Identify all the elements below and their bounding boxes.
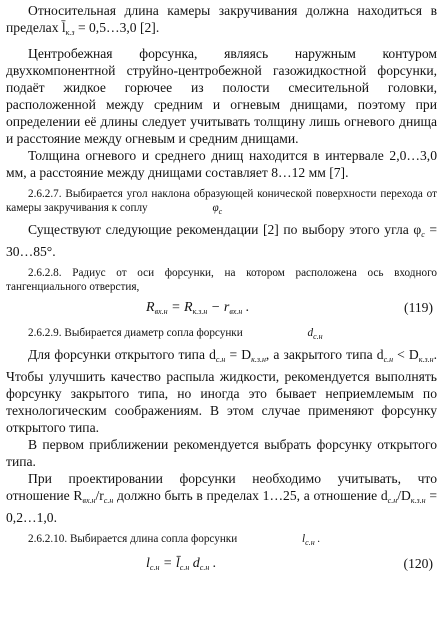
eq-part: − r: [207, 300, 230, 315]
symbol: [286, 326, 323, 344]
eq-part: .: [242, 300, 250, 315]
paragraph-design-ratio: [6, 470, 437, 526]
subscript: к.з.н: [192, 307, 208, 316]
subscript: к.з: [65, 28, 75, 37]
text: = 0,5…3,0 [2].: [74, 20, 160, 35]
paragraph-first-approximation: В первом приближении рекомендуется выбрать форсунку открытого типа.: [6, 437, 437, 469]
paragraph-angle-recommendation: [6, 221, 437, 260]
equation-120: [6, 554, 437, 576]
text: = D: [225, 347, 252, 362]
subscript: с.н: [179, 563, 190, 572]
heading-text: 2.6.2.10. Выбирается длина сопла форсунки: [28, 533, 238, 545]
eq-part: d: [189, 556, 200, 571]
text: < D: [393, 347, 419, 362]
section-2-6-2-9: [6, 326, 437, 344]
eq-part: = l̄: [159, 556, 180, 571]
equation-number: (119): [404, 300, 433, 315]
text: /r: [95, 488, 104, 503]
heading-text: 2.6.2.7. Выбирается угол наклона образующей конической поверхности перехода от камеры закручивания к соплу: [6, 188, 437, 214]
text: Относительная длина камеры закручивания должна находиться в пределах l̄: [6, 3, 437, 35]
subscript: с.н: [383, 355, 394, 364]
subscript: с.н: [305, 538, 315, 547]
subscript: к.з.н: [418, 355, 434, 364]
symbol-main: φ: [212, 202, 219, 214]
text: При проектировании форсунки необходимо учитывать, что отношение R: [6, 471, 437, 503]
text: , а закрытого типа d: [265, 347, 384, 362]
paragraph-plate-thickness: Толщина огневого и среднего днищ находится в интервале 2,0…3,0 мм, а расстояние между днищами составляет 8…12 мм [7].: [6, 148, 437, 180]
equation-expression: [146, 556, 216, 572]
heading-text: 2.6.2.9. Выбирается диаметр сопла форсунки: [28, 327, 243, 339]
subscript: вх.н: [82, 496, 96, 505]
paragraph-centrifugal-injector: Центробежная форсунка, являясь наружным контуром двухкомпонентной струйно-центробежной газожидкостной форсунки, подаёт жидкое горючее из полости смесительной головки, расположенной между средним и огневым днищами, поэтому при определении её длины следует учитывать толщину лишь огневого днища и расстояние между огневым и средним днищами.: [6, 46, 437, 146]
paragraph-chamber-length: [6, 2, 437, 41]
subscript: с.н: [313, 332, 323, 341]
text: /D: [397, 488, 411, 503]
subscript: с: [218, 207, 223, 216]
subscript: к.з.н: [410, 496, 426, 505]
text: должно быть в пределах 1…25, а отношение d: [113, 488, 388, 503]
eq-part: = R: [167, 300, 193, 315]
subscript: к.з.н: [251, 355, 266, 364]
subscript: вх.н: [229, 307, 243, 316]
subscript: с.н: [215, 355, 226, 364]
text: = 30…85°.: [6, 222, 437, 259]
symbol-end: .: [314, 533, 321, 545]
paragraph-nozzle-type: [6, 346, 437, 436]
text: . Чтобы улучшить качество распыла жидкости, рекомендуется выполнять форсунку закрытого типа, но иногда это бывает неприемлемым по технологическим соображениям. В этом случае применяют форсунку открытого типа.: [6, 347, 438, 435]
symbol: [280, 532, 320, 550]
symbol-main: l: [302, 533, 306, 545]
section-2-6-2-10: [6, 532, 437, 550]
subscript: с.н: [199, 563, 210, 572]
subscript: с.н: [387, 496, 398, 505]
symbol: [190, 201, 222, 219]
subscript: с.н: [149, 563, 160, 572]
section-2-6-2-8: 2.6.2.8. Радиус от оси форсунки, на котором расположена ось входного тангенциального отверстия,: [6, 267, 437, 293]
eq-part: .: [209, 556, 217, 571]
text: Существуют следующие рекомендации [2] по выбору этого угла φ: [28, 222, 422, 237]
subscript: вх.н: [154, 307, 168, 316]
text: = 0,2…1,0.: [6, 488, 437, 525]
text: Для форсунки открытого типа d: [28, 347, 216, 362]
equation-expression: [146, 300, 249, 316]
eq-part: R: [146, 300, 155, 315]
subscript: с: [421, 230, 425, 239]
eq-part: l: [146, 556, 150, 571]
equation-119: [6, 298, 437, 320]
symbol-main: d: [307, 327, 314, 339]
section-2-6-2-7: [6, 187, 437, 219]
subscript: с.н: [103, 496, 114, 505]
equation-number: (120): [403, 556, 433, 571]
